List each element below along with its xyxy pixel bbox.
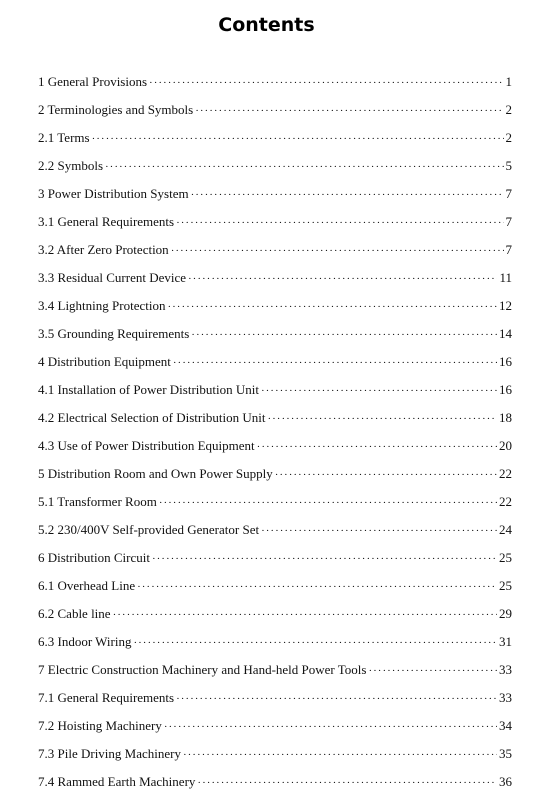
toc-entry bbox=[38, 270, 512, 298]
toc-entry-page-number: 34 bbox=[499, 718, 512, 733]
toc-entry bbox=[38, 466, 512, 494]
toc-entry-label: 2.2 Symbols bbox=[38, 158, 104, 173]
toc-entry-label: 3 Power Distribution System bbox=[38, 186, 189, 201]
toc-dot-leader bbox=[197, 777, 497, 789]
toc-entry bbox=[38, 326, 512, 354]
toc-entry bbox=[38, 130, 512, 158]
toc-entry-label: 7.3 Pile Driving Machinery bbox=[38, 746, 181, 761]
toc-entry-page-number: 7 bbox=[505, 186, 512, 201]
toc-dot-leader bbox=[188, 273, 497, 285]
toc-entry-label: 7.2 Hoisting Machinery bbox=[38, 718, 162, 733]
toc-dot-leader bbox=[261, 525, 497, 537]
toc-entry-page-number: 35 bbox=[499, 746, 512, 761]
toc-dot-leader bbox=[173, 357, 497, 369]
toc-entry-page-number: 18 bbox=[499, 410, 512, 425]
toc-entry bbox=[38, 438, 512, 466]
toc-dot-leader bbox=[113, 609, 497, 621]
toc-dot-leader bbox=[152, 553, 497, 565]
toc-entry bbox=[38, 410, 512, 438]
toc-dot-leader bbox=[171, 245, 504, 257]
toc-entry bbox=[38, 102, 512, 130]
toc-entry-label: 7 Electric Construction Machinery and Hand-held Power Tools bbox=[38, 662, 367, 677]
toc-entry-label: 3.2 After Zero Protection bbox=[38, 242, 169, 257]
toc-entry-label: 6.2 Cable line bbox=[38, 606, 111, 621]
toc-entry bbox=[38, 578, 512, 606]
toc-entry-page-number: 24 bbox=[499, 522, 512, 537]
toc-entry-label: 4.1 Installation of Power Distribution Unit bbox=[38, 382, 259, 397]
toc-entry-label: 4.2 Electrical Selection of Distribution Unit bbox=[38, 410, 266, 425]
toc-entry bbox=[38, 354, 512, 382]
toc-dot-leader bbox=[257, 441, 497, 453]
toc-dot-leader bbox=[164, 721, 497, 733]
toc-entry bbox=[38, 662, 512, 690]
toc-entry-label: 5 Distribution Room and Own Power Supply bbox=[38, 466, 273, 481]
toc-entry bbox=[38, 74, 512, 102]
toc-dot-leader bbox=[159, 497, 497, 509]
toc-entry-page-number: 12 bbox=[499, 298, 512, 313]
toc-entry bbox=[38, 746, 512, 774]
toc-entry-page-number: 1 bbox=[505, 74, 512, 89]
toc-entry-page-number: 11 bbox=[499, 270, 512, 285]
toc-entry-page-number: 5 bbox=[505, 158, 512, 173]
toc-dot-leader bbox=[176, 693, 497, 705]
toc-entry-label: 3.4 Lightning Protection bbox=[38, 298, 166, 313]
toc-entry bbox=[38, 550, 512, 578]
table-of-contents bbox=[38, 74, 512, 802]
toc-dot-leader bbox=[105, 161, 503, 173]
toc-entry bbox=[38, 718, 512, 746]
toc-dot-leader bbox=[176, 217, 503, 229]
toc-dot-leader bbox=[167, 301, 497, 313]
toc-entry-page-number: 2 bbox=[505, 130, 512, 145]
toc-entry-page-number: 2 bbox=[505, 102, 512, 117]
toc-entry bbox=[38, 242, 512, 270]
toc-entry-page-number: 33 bbox=[499, 690, 512, 705]
toc-dot-leader bbox=[191, 189, 504, 201]
toc-entry-page-number: 22 bbox=[499, 494, 512, 509]
toc-entry bbox=[38, 382, 512, 410]
toc-entry-page-number: 16 bbox=[499, 354, 512, 369]
toc-dot-leader bbox=[195, 105, 503, 117]
toc-dot-leader bbox=[183, 749, 497, 761]
toc-entry-label: 5.2 230/400V Self-provided Generator Set bbox=[38, 522, 260, 537]
toc-entry-label: 2.1 Terms bbox=[38, 130, 90, 145]
toc-entry-page-number: 33 bbox=[499, 662, 512, 677]
toc-dot-leader bbox=[92, 133, 504, 145]
page-title: Contents bbox=[218, 14, 315, 36]
toc-entry bbox=[38, 606, 512, 634]
toc-entry bbox=[38, 522, 512, 550]
toc-entry-label: 2 Terminologies and Symbols bbox=[38, 102, 194, 117]
toc-entry-page-number: 7 bbox=[505, 242, 512, 257]
toc-dot-leader bbox=[261, 385, 497, 397]
toc-entry-label: 3.1 General Requirements bbox=[38, 214, 175, 229]
toc-entry-label: 6 Distribution Circuit bbox=[38, 550, 150, 565]
toc-dot-leader bbox=[137, 581, 497, 593]
toc-entry-page-number: 16 bbox=[499, 382, 512, 397]
toc-entry bbox=[38, 298, 512, 326]
toc-entry-label: 4.3 Use of Power Distribution Equipment bbox=[38, 438, 255, 453]
toc-entry-label: 6.3 Indoor Wiring bbox=[38, 634, 132, 649]
toc-entry bbox=[38, 634, 512, 662]
toc-dot-leader bbox=[133, 637, 497, 649]
toc-entry-label: 3.3 Residual Current Device bbox=[38, 270, 187, 285]
toc-entry-page-number: 31 bbox=[499, 634, 512, 649]
toc-entry-label: 3.5 Grounding Requirements bbox=[38, 326, 190, 341]
toc-entry-page-number: 22 bbox=[499, 466, 512, 481]
toc-entry-label: 5.1 Transformer Room bbox=[38, 494, 157, 509]
toc-entry-label: 7.1 General Requirements bbox=[38, 690, 175, 705]
toc-entry bbox=[38, 690, 512, 718]
toc-entry-page-number: 29 bbox=[499, 606, 512, 621]
toc-dot-leader bbox=[149, 77, 503, 89]
toc-entry-page-number: 20 bbox=[499, 438, 512, 453]
toc-dot-leader bbox=[368, 665, 497, 677]
toc-dot-leader bbox=[267, 413, 497, 425]
toc-entry-page-number: 14 bbox=[499, 326, 512, 341]
toc-entry-page-number: 36 bbox=[499, 774, 512, 789]
toc-entry-label: 1 General Provisions bbox=[38, 74, 148, 89]
toc-entry bbox=[38, 774, 512, 802]
toc-entry bbox=[38, 186, 512, 214]
toc-entry bbox=[38, 214, 512, 242]
toc-entry-page-number: 25 bbox=[499, 578, 512, 593]
toc-entry-label: 7.4 Rammed Earth Machinery bbox=[38, 774, 196, 789]
toc-entry bbox=[38, 494, 512, 522]
toc-dot-leader bbox=[191, 329, 497, 341]
toc-entry-label: 4 Distribution Equipment bbox=[38, 354, 171, 369]
toc-entry-label: 6.1 Overhead Line bbox=[38, 578, 136, 593]
toc-entry bbox=[38, 158, 512, 186]
toc-dot-leader bbox=[275, 469, 497, 481]
toc-entry-page-number: 25 bbox=[499, 550, 512, 565]
toc-entry-page-number: 7 bbox=[505, 214, 512, 229]
